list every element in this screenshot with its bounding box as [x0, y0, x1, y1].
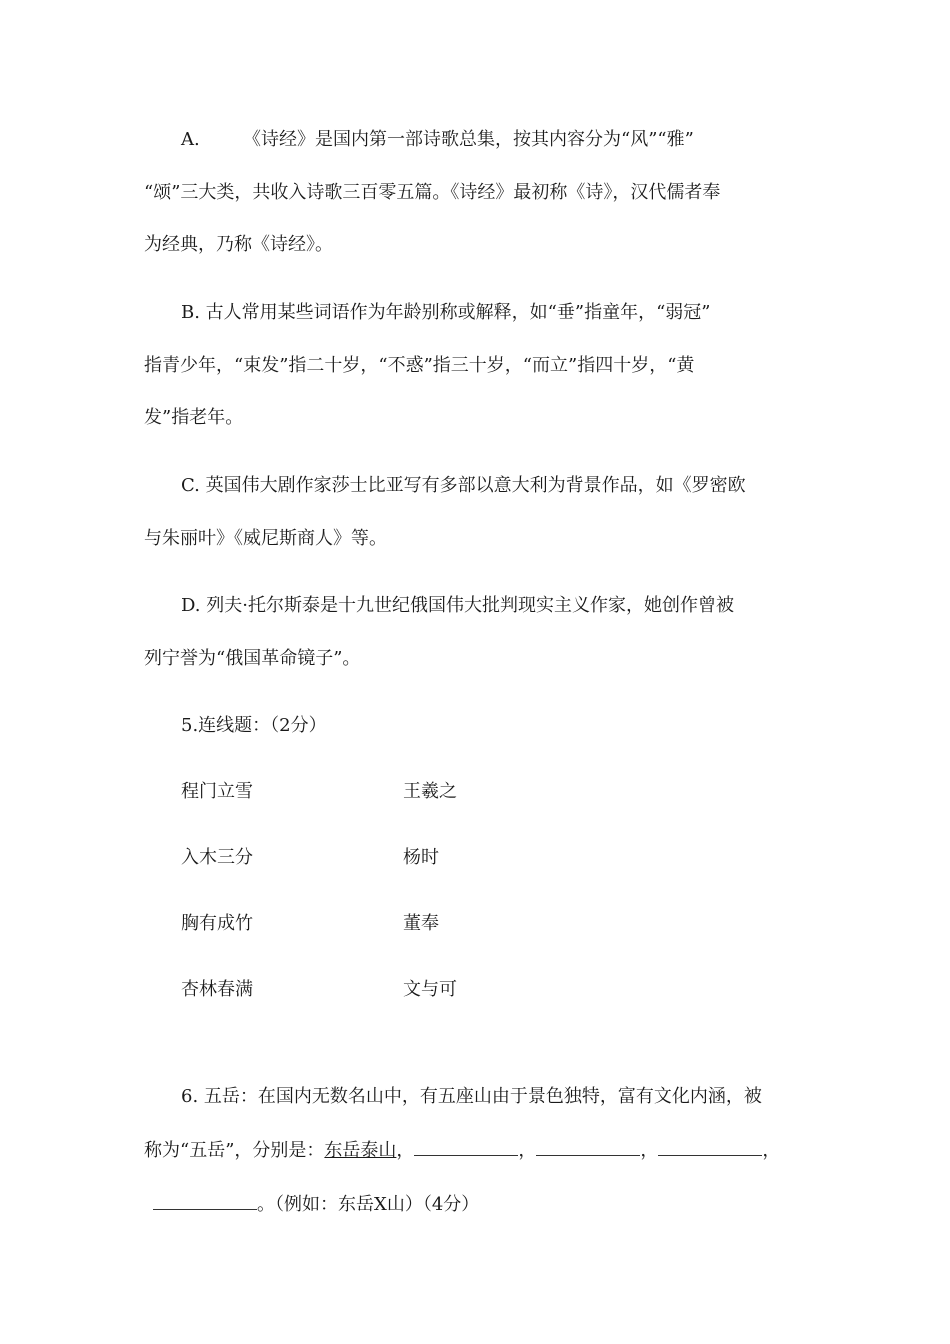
q6-example-answer: 东岳泰山: [324, 1140, 397, 1161]
q6-comma: ，: [762, 1140, 781, 1161]
answer-blank-1[interactable]: [414, 1141, 518, 1156]
option-b-line3: 发”指老年。: [144, 407, 244, 428]
q6-comma: ，: [518, 1140, 537, 1161]
option-c-line2: 与朱丽叶》《威尼斯商人》等。: [144, 528, 387, 549]
q5-right-item[interactable]: 杨时: [403, 847, 439, 868]
q5-left-item[interactable]: 程门立雪: [181, 781, 253, 802]
option-a-label: A.: [181, 129, 200, 150]
option-b-line2: 指青少年，“束发”指二十岁，“不惑”指三十岁，“而立”指四十岁，“黄: [144, 355, 695, 376]
q6-prefix: 称为“五岳”，分别是：: [144, 1140, 325, 1161]
option-b-line1: B. 古人常用某些词语作为年龄别称或解释，如“垂”指童年，“弱冠”: [181, 302, 711, 323]
option-a-text: 《诗经》是国内第一部诗歌总集，按其内容分为“风”“雅”: [243, 129, 694, 150]
q5-right-item[interactable]: 王羲之: [403, 781, 457, 802]
q5-right-item[interactable]: 董奉: [403, 913, 439, 934]
q5-left-item[interactable]: 入木三分: [181, 847, 253, 868]
answer-blank-3[interactable]: [658, 1141, 762, 1156]
q5-left-item[interactable]: 胸有成竹: [181, 913, 253, 934]
option-d-line2: 列宁誉为“俄国革命镜子”。: [144, 648, 361, 669]
option-d-line1: D. 列夫·托尔斯泰是十九世纪俄国伟大批判现实主义作家，她创作曾被: [181, 595, 734, 616]
option-a-line3: 为经典，乃称《诗经》。: [144, 234, 333, 255]
option-a-line2: “颂”三大类，共收入诗歌三百零五篇。《诗经》最初称《诗》，汉代儒者奉: [144, 182, 721, 203]
option-a-line1: [181, 128, 694, 152]
q5-left-item[interactable]: 杏林春满: [181, 979, 253, 1000]
answer-blank-2[interactable]: [536, 1141, 640, 1156]
q6-line2: [144, 1139, 780, 1163]
q6-comma: ，: [396, 1140, 415, 1161]
q5-right-item[interactable]: 文与可: [403, 979, 457, 1000]
q6-suffix: 。（例如：东岳X山）（4分）: [257, 1194, 480, 1215]
option-c-line1: C. 英国伟大剧作家莎士比亚写有多部以意大利为背景作品，如《罗密欧: [181, 475, 746, 496]
q6-line3: [153, 1193, 479, 1217]
answer-blank-4[interactable]: [153, 1195, 257, 1210]
q6-comma: ，: [640, 1140, 659, 1161]
q6-line1: 6. 五岳：在国内无数名山中，有五座山由于景色独特，富有文化内涵，被: [181, 1086, 762, 1107]
q5-title: 5.连线题：（2分）: [181, 715, 327, 736]
